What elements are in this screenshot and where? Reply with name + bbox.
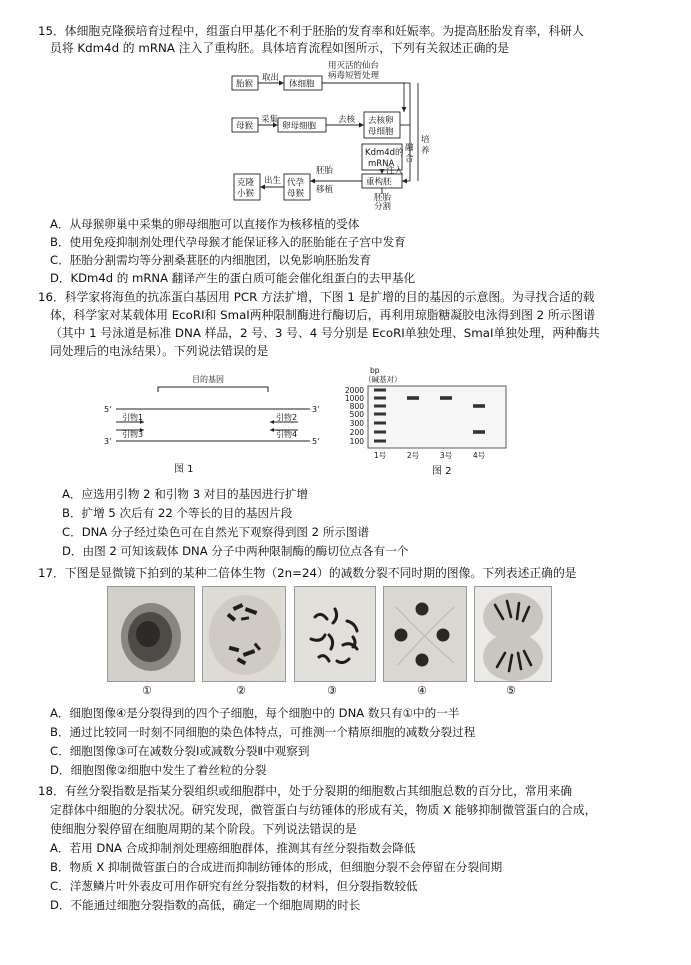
diagram-fuse-2: 合 bbox=[405, 154, 414, 164]
sample-band bbox=[440, 396, 452, 400]
fig1-three-top: 3' bbox=[312, 405, 320, 414]
fig1-primer2: 引物2 bbox=[276, 413, 298, 422]
diagram-birth: 出生 bbox=[264, 176, 282, 186]
fig1-primer4: 引物4 bbox=[276, 430, 298, 439]
micrograph-2 bbox=[202, 586, 286, 682]
diagram-split-2: 分割 bbox=[374, 202, 392, 210]
fig1-primer1: 引物1 bbox=[122, 413, 144, 422]
lane-label: 1号 bbox=[373, 451, 387, 460]
fig1-five-top: 5' bbox=[104, 405, 112, 414]
diagram-virus-note-2: 病毒短暂处理 bbox=[328, 71, 380, 81]
q15-stem-line2: 员将 Kdm4d 的 mRNA 注入了重构胚。具体培育流程如图所示，下列有关叙述正确的是 bbox=[50, 41, 509, 55]
diagram-somatic: 体细胞 bbox=[289, 79, 315, 90]
fig1-three-bottom: 3' bbox=[104, 437, 112, 446]
q16-figure-2 bbox=[340, 364, 520, 482]
ladder-label: 800 bbox=[349, 402, 364, 411]
ladder-label: 300 bbox=[349, 419, 364, 428]
q16-stem-line3: （其中 1 号泳道是标准 DNA 样品，2 号、3 号、4 号分别是 EcoRⅠ单独处理、SmaⅠ单独处理，两种酶共 bbox=[50, 326, 600, 340]
q16-option-c[interactable]: C．DNA 分子经过染色可在自然光下观察得到图 2 所示图谱 bbox=[62, 525, 370, 539]
q15-flow-diagram bbox=[228, 60, 448, 210]
diagram-reconstructed: 重构胚 bbox=[366, 177, 392, 188]
ladder-band bbox=[374, 389, 386, 392]
fig2-unit-2: （碱基对） bbox=[364, 375, 402, 384]
diagram-enucleated-1: 去核卵 bbox=[368, 116, 394, 126]
q16-option-b[interactable]: B．扩增 5 次后有 22 个等长的目的基因片段 bbox=[62, 506, 293, 520]
q16-stem-line4: 同处理后的电泳结果）。下列说法错误的是 bbox=[50, 344, 269, 358]
diagram-transfer-1: 胚胎 bbox=[316, 166, 334, 176]
q16-option-d[interactable]: D．由图 2 可知该载体 DNA 分子中两种限制酶的酶切位点各有一个 bbox=[62, 544, 409, 558]
q18-stem-line2: 定群体中细胞的分裂状况。研究发现，微管蛋白与纺锤体的形成有关，物质 X 能够抑制微管蛋白的合成， bbox=[50, 803, 597, 817]
diagram-virus-note-1: 用灭活的仙台 bbox=[328, 61, 380, 71]
q15-option-a[interactable]: A．从母猴卵巢中采集的卵母细胞可以直接作为核移植的受体 bbox=[50, 217, 360, 231]
q16-stem-line1: 16．科学家将海鱼的抗冻蛋白基因用 PCR 方法扩增，下图 1 是扩增的目的基因的示意图。为寻找合适的载 bbox=[38, 290, 595, 304]
micrograph-1 bbox=[107, 586, 195, 682]
diagram-fuse-1: 融 bbox=[405, 143, 414, 153]
q17-option-a[interactable]: A．细胞图像④是分裂得到的四个子细胞，每个细胞中的 DNA 数只有①中的一半 bbox=[50, 706, 460, 720]
ladder-label: 1000 bbox=[344, 394, 364, 403]
lane-label: 3号 bbox=[439, 451, 453, 460]
fig1-caption: 图 1 bbox=[174, 464, 194, 475]
lane-label: 2号 bbox=[406, 451, 420, 460]
sample-band bbox=[407, 396, 419, 400]
micrograph-5 bbox=[474, 586, 552, 682]
diagram-split-1: 胚胎 bbox=[374, 193, 392, 203]
q18-option-a[interactable]: A．若用 DNA 合成抑制剂处理癌细胞群体，推测其有丝分裂指数会降低 bbox=[50, 841, 416, 855]
q15-option-b[interactable]: B．使用免疫抑制剂处理代孕母猴才能保证移入的胚胎能在子宫中发育 bbox=[50, 235, 406, 249]
ladder-band bbox=[374, 431, 386, 434]
q18-option-b[interactable]: B．物质 X 抑制微管蛋白的合成进而抑制纺锤体的形成，但细胞分裂不会停留在分裂间期 bbox=[50, 860, 503, 874]
micrograph-1-label: ① bbox=[142, 684, 152, 697]
fig1-five-bottom: 5' bbox=[312, 437, 320, 446]
ladder-band bbox=[374, 422, 386, 425]
q16-option-a[interactable]: A．应选用引物 2 和引物 3 对目的基因进行扩增 bbox=[62, 487, 309, 501]
q17-option-d[interactable]: D．细胞图像②细胞中发生了着丝粒的分裂 bbox=[50, 763, 267, 777]
q15-stem-line1: 15．体细胞克隆猴培育过程中，组蛋白甲基化不利于胚胎的发育率和妊娠率。为提高胚胎发育率，科研人 bbox=[38, 24, 584, 38]
diagram-oocyte: 卵母细胞 bbox=[282, 121, 317, 132]
diagram-surrogate-2: 母猴 bbox=[287, 189, 305, 199]
ladder-band bbox=[374, 405, 386, 408]
diagram-collect: 采集 bbox=[261, 115, 279, 125]
q15-option-d[interactable]: D．KDm4d 的 mRNA 翻译产生的蛋白质可能会催化组蛋白的去甲基化 bbox=[50, 271, 416, 285]
diagram-culture-2: 养 bbox=[421, 146, 430, 156]
diagram-enucleated-2: 母细胞 bbox=[368, 127, 394, 137]
sample-band bbox=[473, 404, 485, 408]
ladder-label: 200 bbox=[349, 428, 364, 437]
lane-label: 4号 bbox=[472, 451, 486, 460]
diagram-culture-1: 培 bbox=[421, 135, 430, 145]
micrograph-3-label: ③ bbox=[327, 684, 337, 697]
q17-option-c[interactable]: C．细胞图像③可在减数分裂Ⅰ或减数分裂Ⅱ中观察到 bbox=[50, 744, 310, 758]
diagram-take: 取出 bbox=[262, 73, 280, 83]
diagram-clone-1: 克隆 bbox=[237, 178, 255, 188]
diagram-transfer-2: 移植 bbox=[316, 185, 334, 195]
diagram-kdm-2: mRNA bbox=[368, 159, 395, 169]
q18-option-d[interactable]: D．不能通过细胞分裂指数的高低，确定一个细胞周期的时长 bbox=[50, 898, 361, 912]
micrograph-5-label: ⑤ bbox=[506, 684, 516, 697]
micrograph-4-label: ④ bbox=[417, 684, 427, 697]
ladder-band bbox=[374, 413, 386, 416]
diagram-kdm-1: Kdm4d的 bbox=[365, 148, 404, 158]
q16-figure-1 bbox=[100, 370, 330, 480]
q15-option-c[interactable]: C．胚胎分割需均等分割桑葚胚的内细胞团，以免影响胚胎发育 bbox=[50, 253, 372, 267]
diagram-clone-2: 小猴 bbox=[237, 189, 255, 199]
q18-stem-line3: 使细胞分裂停留在细胞周期的某个阶段。下列说法错误的是 bbox=[50, 822, 357, 836]
micrograph-4 bbox=[383, 586, 467, 682]
q16-stem-line2: 体，科学家对某载体用 EcoRⅠ和 SmaⅠ两种限制酶进行酶切后，再利用琼脂糖凝胶电泳得到图 2 所示图谱 bbox=[50, 308, 596, 322]
q18-stem-line1: 18．有丝分裂指数是指某分裂组织或细胞群中，处于分裂期的细胞数占其细胞总数的百分比，常用来确 bbox=[38, 784, 573, 798]
ladder-band bbox=[374, 440, 386, 443]
ladder-label: 500 bbox=[349, 410, 364, 419]
diagram-surrogate-1: 代孕 bbox=[287, 178, 305, 188]
q17-stem: 17．下图是显微镜下拍到的某种二倍体生物（2n=24）的减数分裂不同时期的图像。下列表述正确的是 bbox=[38, 566, 577, 580]
q18-option-c[interactable]: C．洋葱鳞片叶外表皮可用作研究有丝分裂指数的材料，但分裂指数较低 bbox=[50, 879, 418, 893]
fig2-caption: 图 2 bbox=[432, 466, 452, 477]
diagram-fetus: 胎猴 bbox=[236, 79, 254, 90]
fig1-title: 目的基因 bbox=[192, 375, 224, 384]
ladder-band bbox=[374, 397, 386, 400]
gel-frame bbox=[368, 386, 506, 448]
sample-band bbox=[473, 430, 485, 434]
fig1-primer3: 引物3 bbox=[122, 430, 144, 439]
diagram-inject: 注入 bbox=[386, 166, 404, 176]
micrograph-2-label: ② bbox=[236, 684, 246, 697]
diagram-enucleate: 去核 bbox=[338, 115, 356, 125]
ladder-label: 2000 bbox=[344, 386, 364, 395]
q17-option-b[interactable]: B．通过比较同一时刻不同细胞的染色体特点，可推测一个精原细胞的减数分裂过程 bbox=[50, 725, 476, 739]
micrograph-3 bbox=[294, 586, 376, 682]
fig2-unit-1: bp bbox=[370, 366, 380, 375]
ladder-label: 100 bbox=[349, 437, 364, 446]
diagram-mother: 母猴 bbox=[236, 121, 254, 132]
